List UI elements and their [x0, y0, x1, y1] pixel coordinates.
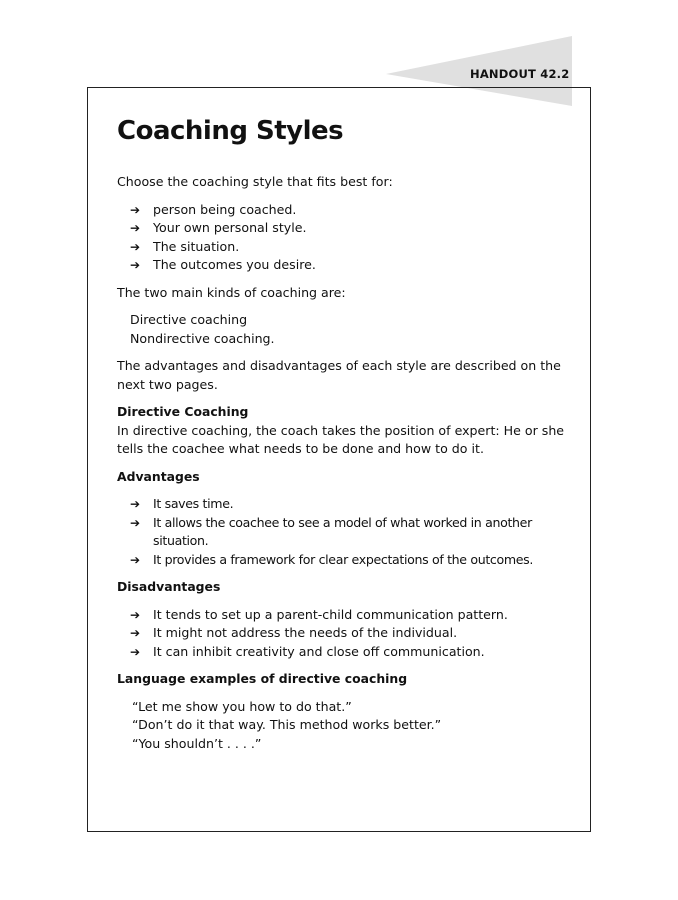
example-quote: “Let me show you how to do that.”	[132, 698, 352, 714]
list-item: ➔ It tends to set up a parent-child communication pattern.	[117, 606, 567, 625]
adv-disadv-note: The advantages and disadvantages of each style are described on the next two pages.	[117, 358, 561, 392]
disadvantages-list	[117, 606, 567, 662]
example-quote: “Don’t do it that way. This method works better.”	[132, 717, 442, 732]
list-item: ➔ The situation.	[117, 238, 567, 257]
list-item: ➔ It can inhibit creativity and close off communication.	[117, 643, 567, 662]
list-item: ➔ Your own personal style.	[117, 219, 567, 238]
kinds-list	[117, 311, 567, 348]
list-item: ➔ It provides a framework for clear expectations of the outcomes.	[117, 551, 567, 570]
arrow-icon: ➔	[130, 239, 141, 254]
kind-item: Nondirective coaching.	[130, 330, 275, 346]
advantages-heading: Advantages	[117, 468, 200, 484]
arrow-icon: ➔	[130, 644, 141, 659]
arrow-icon: ➔	[130, 607, 141, 622]
directive-description: In directive coaching, the coach takes the position of expert: He or she tells the coachee what needs to be done and how to do it.	[117, 422, 565, 456]
language-examples-heading: Language examples of directive coaching	[117, 671, 408, 686]
list-item: ➔ It might not address the needs of the individual.	[117, 624, 567, 643]
arrow-icon: ➔	[130, 515, 140, 530]
list-item: ➔ The outcomes you desire.	[117, 256, 567, 275]
arrow-icon: ➔	[130, 221, 141, 235]
arrow-icon: ➔	[130, 552, 140, 567]
list-item: ➔ It allows the coachee to see a model of what worked in another situation.	[130, 514, 532, 548]
arrow-icon: ➔	[130, 202, 141, 217]
language-examples-list	[117, 698, 567, 754]
advantages-list	[117, 495, 567, 569]
directive-heading: Directive Coaching	[117, 404, 249, 419]
example-quote: “You shouldn’t . . . .”	[132, 735, 262, 751]
list-item: ➔ person being coached.	[117, 201, 567, 220]
handout-content	[117, 110, 567, 753]
list-item: ➔ It saves time.	[117, 495, 567, 514]
kinds-intro: The two main kinds of coaching are:	[117, 284, 346, 300]
arrow-icon: ➔	[130, 497, 140, 511]
intro-text: Choose the coaching style that fits best for:	[117, 174, 393, 189]
arrow-icon: ➔	[130, 258, 141, 272]
disadvantages-heading: Disadvantages	[117, 579, 221, 594]
handout-label: HANDOUT 42.2	[470, 67, 570, 81]
arrow-icon: ➔	[130, 626, 141, 640]
fit-list	[117, 201, 567, 275]
kind-item: Directive coaching	[130, 312, 248, 327]
page-title: Coaching Styles	[117, 116, 344, 146]
